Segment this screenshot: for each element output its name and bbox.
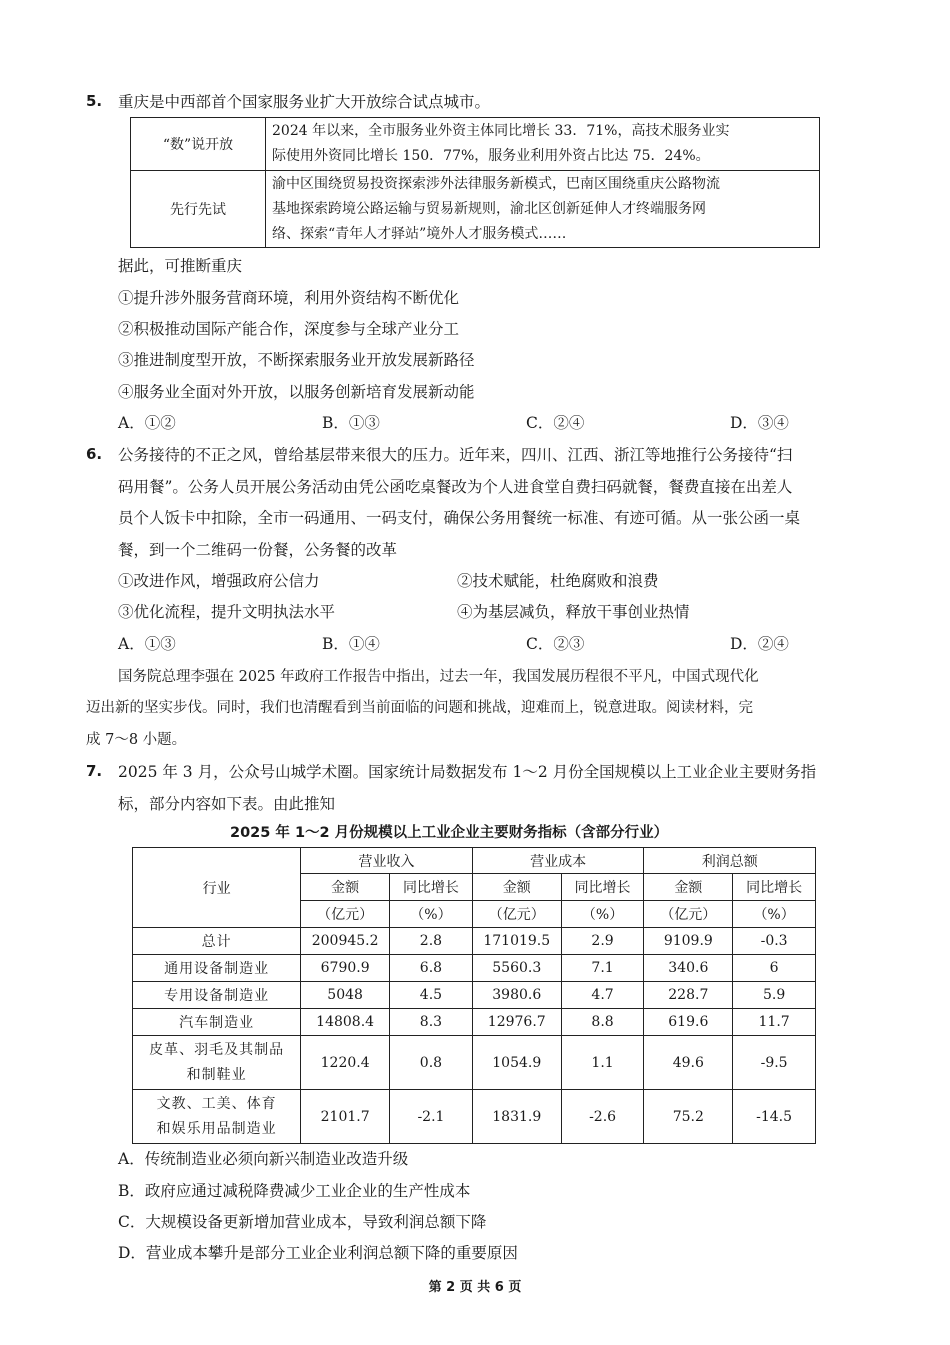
- q5-table-content-2-line-1: 渝中区围绕贸易投资探索涉外法律服务新模式，巴南区围绕重庆公路物流: [272, 175, 720, 192]
- q5-item-3: ③推进制度型开放，不断探索服务业开放发展新路径: [118, 351, 475, 369]
- row-value: 5560.3: [472, 955, 561, 982]
- row-value: 6790.9: [301, 955, 390, 982]
- q7-unit-4: （%）: [561, 901, 644, 928]
- row-label: [133, 1036, 301, 1090]
- q5-table-content-1: [266, 118, 820, 171]
- q7-unit-2: （%）: [390, 901, 473, 928]
- q5-table-content-1-line-1: 2024 年以来，全市服务业外资主体同比增长 33．71%，高技术服务业实: [272, 123, 730, 139]
- q5-number: 5.: [86, 92, 103, 110]
- q7-line-2: 标，部分内容如下表。由此推知: [118, 795, 336, 813]
- q6-option-a[interactable]: A．①③: [118, 635, 176, 653]
- q5-table: [130, 117, 820, 248]
- q7-sub-5: 金额: [644, 874, 733, 901]
- row-label: [133, 1090, 301, 1144]
- q7-sub-3: 金额: [472, 874, 561, 901]
- row-value: 11.7: [733, 1009, 816, 1036]
- q7-sub-2: 同比增长: [390, 874, 473, 901]
- q6-item-3: ③优化流程，提升文明执法水平: [118, 603, 336, 621]
- row-value: 6.8: [390, 955, 473, 982]
- table-row: [133, 1036, 816, 1090]
- row-label-line-1: 皮革、羽毛及其制品: [149, 1041, 285, 1058]
- row-value: 8.3: [390, 1009, 473, 1036]
- q5-option-a[interactable]: A．①②: [118, 414, 176, 432]
- passage-line-2: 迈出新的坚实步伐。同时，我们也清醒看到当前面临的问题和挑战，迎难而上，锐意进取。阅读材料，完: [86, 700, 753, 716]
- row-label-line-2: 和娱乐用品制造业: [156, 1120, 277, 1137]
- row-value: 340.6: [644, 955, 733, 982]
- q5-table-content-1-line-2: 际使用外资同比增长 150．77%，服务业利用外资占比达 75．24%。: [272, 148, 710, 164]
- q7-line-1: 2025 年 3 月，公众号山城学术圈。国家统计局数据发布 1～2 月份全国规模以上工业企业主要财务指: [118, 763, 817, 781]
- row-value: 1831.9: [472, 1090, 561, 1144]
- table-row: [133, 1009, 816, 1036]
- page-footer: 第 2 页 共 6 页: [428, 1280, 522, 1295]
- q5-table-content-2-line-3: 络、探索“青年人才驿站”境外人才服务模式……: [272, 225, 567, 242]
- row-value: 5.9: [733, 982, 816, 1009]
- q6-option-d[interactable]: D．②④: [730, 635, 789, 653]
- row-value: 4.5: [390, 982, 473, 1009]
- row-value: -2.6: [561, 1090, 644, 1144]
- row-value: 1.1: [561, 1036, 644, 1090]
- q5-table-content-2-line-2: 基地探索跨境公路运输与贸易新规则，渝北区创新延伸人才终端服务网: [272, 200, 706, 217]
- q5-table-content-2: [266, 171, 820, 248]
- q7-option-c[interactable]: C．大规模设备更新增加营业成本，导致利润总额下降: [118, 1213, 487, 1231]
- q5-option-d[interactable]: D．③④: [730, 414, 789, 432]
- q5-table-label-1: “数”说开放: [131, 118, 266, 171]
- row-value: -2.1: [390, 1090, 473, 1144]
- row-value: 75.2: [644, 1090, 733, 1144]
- q7-number: 7.: [86, 762, 103, 780]
- q5-option-b[interactable]: B．①③: [322, 414, 380, 432]
- row-value: 6: [733, 955, 816, 982]
- q7-table: [132, 847, 816, 1144]
- table-row: [133, 955, 816, 982]
- table-row: [133, 1090, 816, 1144]
- row-value: 9109.9: [644, 928, 733, 955]
- row-value: 619.6: [644, 1009, 733, 1036]
- q5-item-4: ④服务业全面对外开放，以服务创新培育发展新动能: [118, 383, 475, 401]
- q6-line-1: 公务接待的不正之风，曾给基层带来很大的压力。近年来，四川、江西、浙江等地推行公务接待“扫: [118, 446, 793, 464]
- row-value: -14.5: [733, 1090, 816, 1144]
- q6-item-4: ④为基层减负，释放干事创业热情: [457, 603, 690, 621]
- q5-option-c[interactable]: C．②④: [526, 414, 585, 432]
- q7-table-title: 2025 年 1～2 月份规模以上工业企业主要财务指标（含部分行业）: [230, 825, 669, 841]
- row-value: -9.5: [733, 1036, 816, 1090]
- row-value: 171019.5: [472, 928, 561, 955]
- q6-line-4: 餐，到一个二维码一份餐，公务餐的改革: [118, 541, 398, 559]
- row-value: 4.7: [561, 982, 644, 1009]
- q5-lead: 据此，可推断重庆: [118, 257, 243, 275]
- q6-line-2: 码用餐”。公务人员开展公务活动由凭公函吃桌餐改为个人进食堂自费扫码就餐，餐费直接在出差人: [118, 478, 793, 496]
- q7-option-d[interactable]: D．营业成本攀升是部分工业企业利润总额下降的重要原因: [118, 1244, 518, 1262]
- row-label: 专用设备制造业: [133, 982, 301, 1009]
- q7-header-industry: 行业: [133, 848, 301, 928]
- row-label-line-2: 和制鞋业: [186, 1066, 247, 1083]
- row-value: 0.8: [390, 1036, 473, 1090]
- q6-number: 6.: [86, 445, 103, 463]
- row-value: 12976.7: [472, 1009, 561, 1036]
- q5-item-2: ②积极推动国际产能合作，深度参与全球产业分工: [118, 320, 460, 338]
- row-value: 49.6: [644, 1036, 733, 1090]
- q7-unit-1: （亿元）: [301, 901, 390, 928]
- row-label: 汽车制造业: [133, 1009, 301, 1036]
- row-value: 14808.4: [301, 1009, 390, 1036]
- q5-stem: 重庆是中西部首个国家服务业扩大开放综合试点城市。: [118, 93, 491, 111]
- q7-header-revenue: 营业收入: [301, 848, 473, 874]
- q6-option-c[interactable]: C．②③: [526, 635, 585, 653]
- row-value: 228.7: [644, 982, 733, 1009]
- row-label: 通用设备制造业: [133, 955, 301, 982]
- q5-item-1: ①提升涉外服务营商环境，利用外资结构不断优化: [118, 289, 460, 307]
- row-value: 1054.9: [472, 1036, 561, 1090]
- passage-line-1: 国务院总理李强在 2025 年政府工作报告中指出，过去一年，我国发展历程很不平凡，中国式现代化: [118, 669, 759, 685]
- row-value: 3980.6: [472, 982, 561, 1009]
- row-value: 200945.2: [301, 928, 390, 955]
- q7-unit-5: （亿元）: [644, 901, 733, 928]
- q7-header-cost: 营业成本: [472, 848, 644, 874]
- row-value: 8.8: [561, 1009, 644, 1036]
- row-value: -0.3: [733, 928, 816, 955]
- row-label: 总计: [133, 928, 301, 955]
- table-row: [133, 982, 816, 1009]
- q7-sub-6: 同比增长: [733, 874, 816, 901]
- q6-item-1: ①改进作风，增强政府公信力: [118, 572, 320, 590]
- row-label-line-1: 文教、工美、体育: [156, 1095, 277, 1112]
- row-value: 2.8: [390, 928, 473, 955]
- q6-line-3: 员个人饭卡中扣除，全市一码通用、一码支付，确保公务用餐统一标准、有迹可循。从一张公函一桌: [118, 509, 801, 527]
- q6-option-b[interactable]: B．①④: [322, 635, 380, 653]
- q7-header-profit: 利润总额: [644, 848, 816, 874]
- row-value: 2.9: [561, 928, 644, 955]
- q7-option-a[interactable]: A．传统制造业必须向新兴制造业改造升级: [118, 1150, 409, 1168]
- q7-sub-1: 金额: [301, 874, 390, 901]
- row-value: 2101.7: [301, 1090, 390, 1144]
- row-value: 5048: [301, 982, 390, 1009]
- q7-sub-4: 同比增长: [561, 874, 644, 901]
- row-value: 1220.4: [301, 1036, 390, 1090]
- table-row: [133, 928, 816, 955]
- q7-unit-6: （%）: [733, 901, 816, 928]
- q6-item-2: ②技术赋能，杜绝腐败和浪费: [457, 572, 659, 590]
- q7-unit-3: （亿元）: [472, 901, 561, 928]
- row-value: 7.1: [561, 955, 644, 982]
- q7-option-b[interactable]: B．政府应通过减税降费减少工业企业的生产性成本: [118, 1182, 471, 1200]
- passage-line-3: 成 7～8 小题。: [86, 732, 187, 748]
- q5-table-label-2: 先行先试: [131, 171, 266, 248]
